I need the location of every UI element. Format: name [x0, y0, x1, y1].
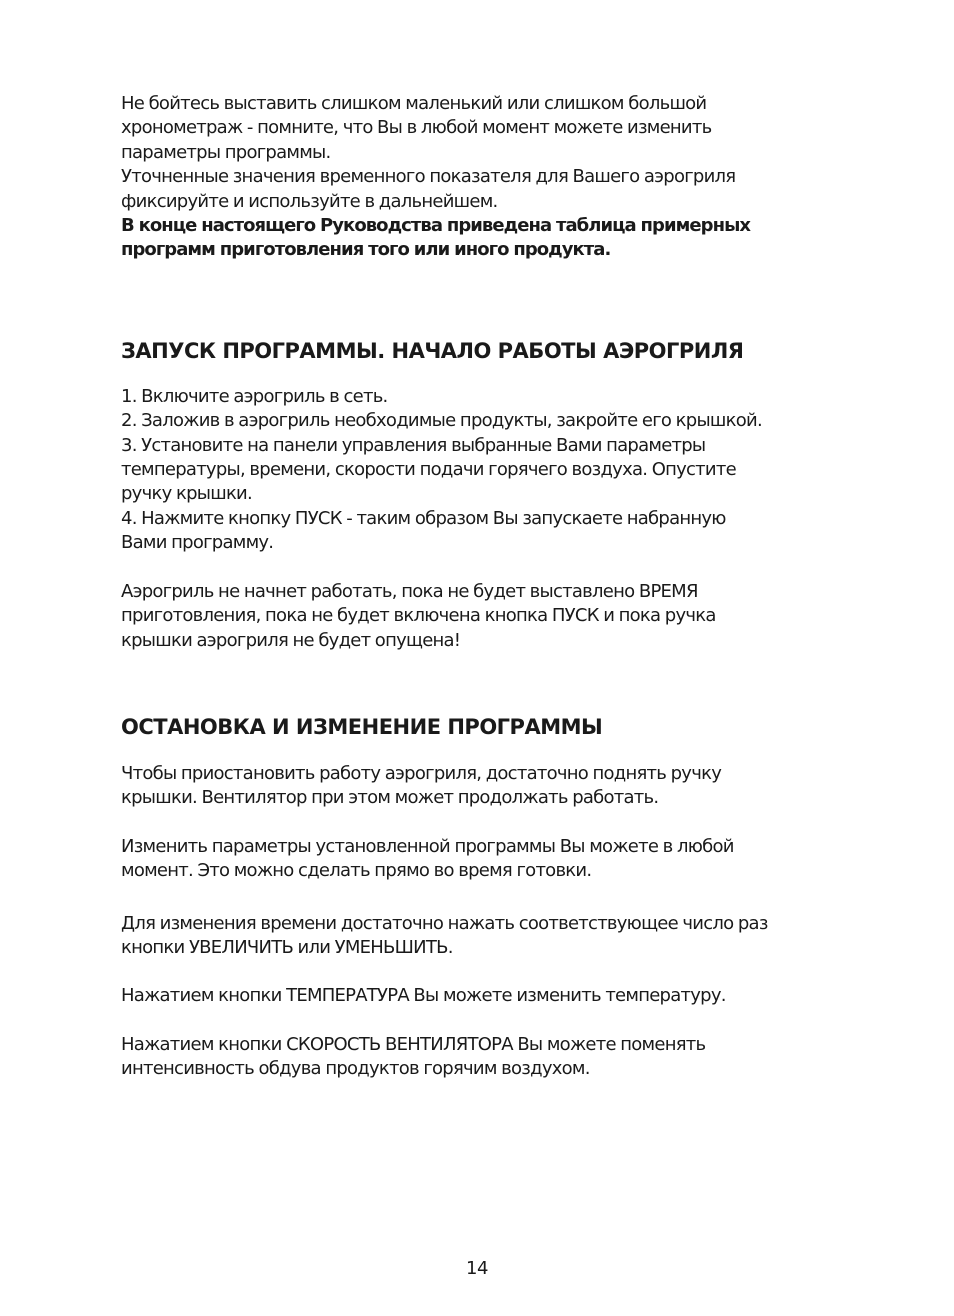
start-steps-list [121, 385, 841, 556]
start-warning: Аэрогриль не начнет работать, пока не будет выставлено ВРЕМЯ приготовления, пока не будет включена кнопка ПУСК и пока ручка крышки аэрогриля не будет опущена! [121, 580, 716, 651]
stop-paragraph-4: Нажатием кнопки ТЕМПЕРАТУРА Вы можете изменить температуру. [121, 985, 726, 1007]
intro-paragraph-1: Не бойтесь выставить слишком маленький или слишком большой хронометраж - помните, что Вы в любой момент можете изменить параметры программы. [121, 93, 712, 163]
start-step-3: 3. Установите на панели управления выбранные Вами параметры температуры, времени, скорости подачи горячего воздуха. Опустите ручку крышки. [121, 434, 736, 505]
document-page [121, 92, 841, 1082]
start-step-2: 2. Заложив в аэрогриль необходимые продукты, закройте его крышкой. [121, 410, 762, 432]
stop-paragraph-3: Для изменения времени достаточно нажать соответствующее число раз кнопки УВЕЛИЧИТЬ или УМЕНЬШИТЬ. [121, 912, 768, 958]
page-number: 14 [466, 1258, 488, 1279]
stop-paragraph-2: Изменить параметры установленной программы Вы можете в любой момент. Это можно сделать прямо во время готовки. [121, 835, 734, 882]
intro-note-bold: В конце настоящего Руководства приведена таблица примерных программ приготовления того или иного продукта. [121, 215, 751, 261]
section-stop-heading: ОСТАНОВКА И ИЗМЕНЕНИЕ ПРОГРАММЫ [121, 714, 603, 739]
start-step-4: 4. Нажмите кнопку ПУСК - таким образом Вы запускаете набранную Вами программу. [121, 507, 726, 554]
section-start-heading: ЗАПУСК ПРОГРАММЫ. НАЧАЛО РАБОТЫ АЭРОГРИЛЯ [121, 338, 744, 363]
start-step-1: 1. Включите аэрогриль в сеть. [121, 385, 388, 407]
stop-paragraph-1: Чтобы приостановить работу аэрогриля, достаточно поднять ручку крышки. Вентилятор при этом может продолжать работать. [121, 762, 722, 809]
stop-paragraph-5: Нажатием кнопки СКОРОСТЬ ВЕНТИЛЯТОРА Вы можете поменять интенсивность обдува продуктов горячим воздухом. [121, 1033, 706, 1080]
intro-paragraph-2: Уточненные значения временного показателя для Вашего аэрогриля фиксируйте и используйте в дальнейшем. [121, 166, 736, 212]
